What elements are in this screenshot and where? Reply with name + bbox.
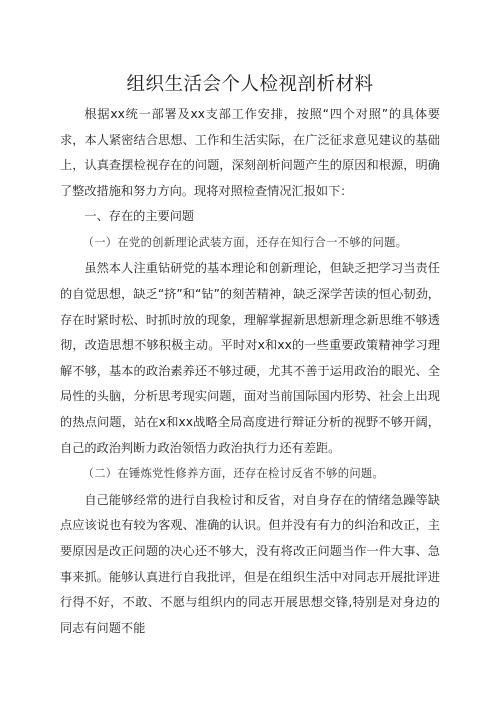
subsection-heading-theory: （一）在党的创新理论武装方面，还存在知行合一不够的问题。 — [82, 235, 408, 249]
document-body — [60, 102, 440, 641]
intro-paragraph: 根据xx统一部署及xx支部工作安排，按照“四个对照”的具体要求，本人紧密结合思想、工作和生活实际，在广泛征求意见建议的基础上，认真查摆检视存在的问题，深刻剖析问题产生的原因和根源，明确了整改措施和努力方向。现将对照检查情况汇报如下： — [60, 107, 440, 198]
section-heading-existing-problems: 一、存在的主要问题 — [84, 209, 195, 224]
subsection-heading-party-spirit: （二）在锤炼党性修养方面，还存在检讨反省不够的问题。 — [82, 467, 385, 481]
document-title: 组织生活会个人检视剖析材料 — [126, 74, 374, 95]
party-spirit-paragraph: 自己能够经常的进行自我检讨和反省，对自身存在的情绪急躁等缺点应该说也有较为客观、准确的认识。但并没有有力的纠治和改正，主要原因是改正问题的决心还不够大，没有将改正问题当作一件大事、急事来抓。能够认真进行自我批评，但是在组织生活中对同志开展批评进行得不好，不敢、不愿与组织内的同志开展思想交锋,特别是对身边的同志有问题不能 — [60, 492, 440, 635]
theory-paragraph: 虽然本人注重钻研党的基本理论和创新理论，但缺乏把学习当责任的自觉思想，缺乏“挤”和“钻”的刻苦精神，缺乏深学苦读的恒心韧劲，存在时紧时松、时抓时放的现象，理解掌握新思想新理念新思维不够透彻，改造思想不够积极主动。平时对x和xx的一些重要政策精神学习理解不够，基本的政治素养还不够过硬，尤其不善于运用政治的眼光、全局性的头脑，分析思考现实问题，面对当前国际国内形势、社会上出现的热点问题，站在x和xx战略全局高度进行辩证分析的视野不够开阔，自己的政治判断力政治领悟力政治执行力还有差距。 — [60, 261, 440, 455]
